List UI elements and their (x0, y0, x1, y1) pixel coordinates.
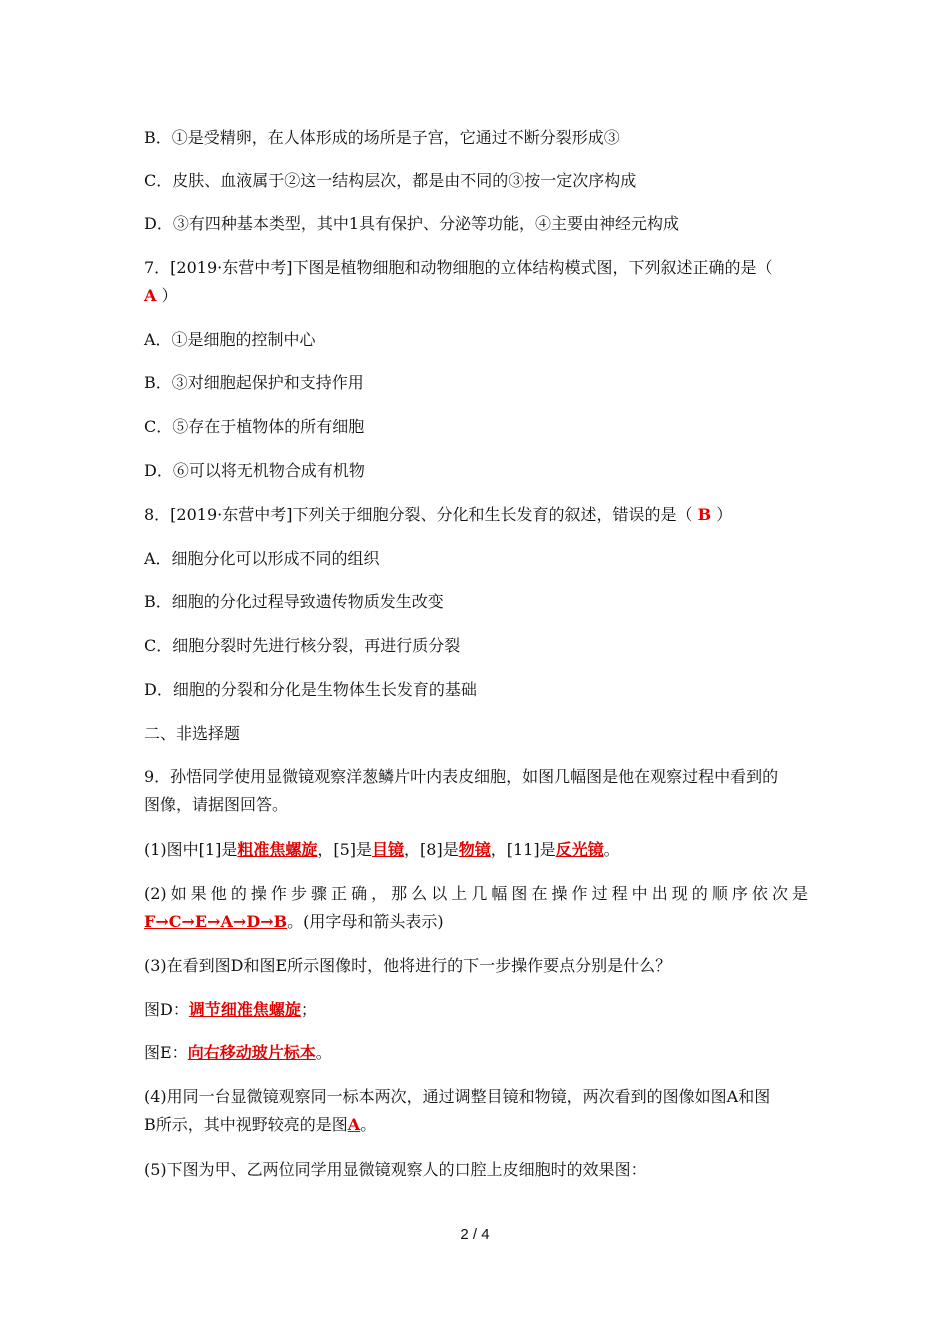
question-8: 8．[2019·东营中考]下列关于细胞分裂、分化和生长发育的叙述，错误的是（ B ） (144, 505, 733, 524)
page-number: 2 / 4 (460, 1226, 490, 1243)
fig-d-answer: 调节细准焦螺旋 (188, 1000, 301, 1019)
part-2-line2: F→C→E→A→D→B。(用字母和箭头表示) (144, 912, 444, 931)
q8-option-c: C．细胞分裂时先进行核分裂，再进行质分裂 (144, 636, 461, 655)
q8-answer: B (697, 505, 712, 524)
p2-answer: F→C→E→A→D→B (144, 912, 288, 931)
question-9-line2: 图像，请据图回答。 (144, 795, 289, 814)
p4-answer: A (347, 1115, 361, 1134)
option-c-line: C．皮肤、血液属于②这一结构层次，都是由不同的③按一定次序构成 (144, 171, 637, 190)
q7-option-a: A．①是细胞的控制中心 (144, 330, 316, 349)
option-b-line: B．①是受精卵，在人体形成的场所是子宫，它通过不断分裂形成③ (144, 128, 620, 147)
part-4-line2: B所示，其中视野较亮的是图A。 (144, 1115, 377, 1134)
part-2-line1: (2)如果他的操作步骤正确，那么以上几幅图在操作过程中出现的顺序依次是 (144, 884, 808, 903)
figure-d-answer-line: 图D：调节细准焦螺旋； (144, 1000, 317, 1019)
q8-option-b: B．细胞的分化过程导致遗传物质发生改变 (144, 592, 444, 611)
part-5: (5)下图为甲、乙两位同学用显微镜观察人的口腔上皮细胞时的效果图： (144, 1160, 647, 1179)
q8-option-d: D．细胞的分裂和分化是生物体生长发育的基础 (144, 680, 477, 699)
option-d-line: D．③有四种基本类型，其中1具有保护、分泌等功能，④主要由神经元构成 (144, 214, 680, 233)
figure-e-answer-line: 图E：向右移动玻片标本。 (144, 1043, 332, 1062)
section-heading: 二、非选择题 (144, 724, 241, 743)
part-1: (1)图中[1]是粗准焦螺旋，[5]是目镜，[8]是物镜，[11]是反光镜。 (144, 840, 620, 859)
q7-answer: A (144, 286, 157, 305)
q7-option-c: C．⑤存在于植物体的所有细胞 (144, 417, 365, 436)
p1-answer-3: 物镜 (458, 840, 491, 859)
q7-option-b: B．③对细胞起保护和支持作用 (144, 373, 364, 392)
q7-option-d: D．⑥可以将无机物合成有机物 (144, 461, 365, 480)
fig-e-answer: 向右移动玻片标本 (187, 1043, 316, 1062)
part-4-line1: (4)用同一台显微镜观察同一标本两次，通过调整目镜和物镜，两次看到的图像如图A和图 (144, 1087, 771, 1106)
p1-answer-2: 目镜 (372, 840, 405, 859)
q8-option-a: A．细胞分化可以形成不同的组织 (144, 549, 380, 568)
part-3: (3)在看到图D和图E所示图像时，他将进行的下一步操作要点分别是什么？ (144, 956, 672, 975)
p1-answer-4: 反光镜 (555, 840, 604, 859)
question-9-line1: 9．孙悟同学使用显微镜观察洋葱鳞片叶内表皮细胞，如图几幅图是他在观察过程中看到的 (144, 767, 779, 786)
p1-answer-1: 粗准焦螺旋 (237, 840, 318, 859)
question-7: 7．[2019·东营中考]下图是植物细胞和动物细胞的立体结构模式图，下列叙述正确的是（ (144, 258, 773, 277)
question-7-answer-line: A ） (144, 286, 178, 305)
